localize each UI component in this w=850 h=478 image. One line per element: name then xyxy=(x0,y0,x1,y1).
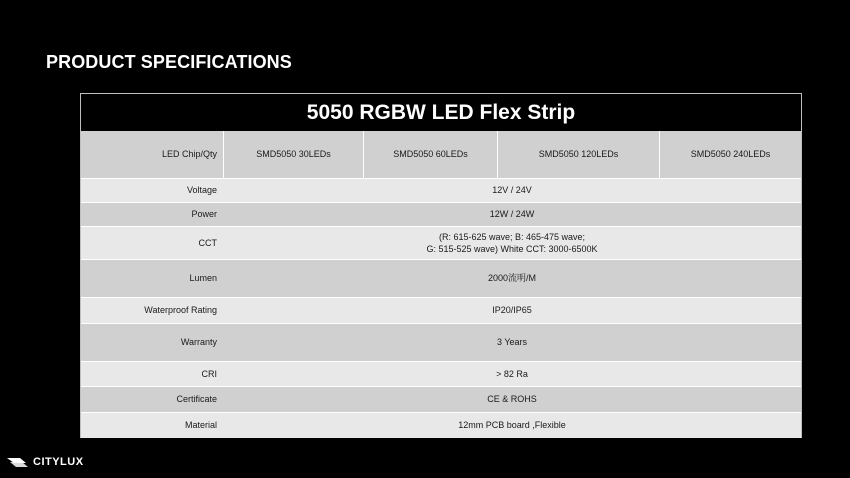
cct-line-1: (R: 615-625 wave; B: 465-475 wave; xyxy=(438,231,586,242)
row-value: > 82 Ra xyxy=(223,362,801,387)
page-title: PRODUCT SPECIFICATIONS xyxy=(46,52,292,72)
row-value: 12mm PCB board ,Flexible xyxy=(223,413,801,438)
row-label: Certificate xyxy=(81,387,223,413)
table-row-voltage xyxy=(81,178,801,203)
table-row-cct xyxy=(81,226,801,260)
row-value: 12V / 24V xyxy=(223,179,801,203)
chip-cell: SMD5050 240LEDs xyxy=(659,131,801,178)
table-row-material xyxy=(81,412,801,438)
table-row-waterproof xyxy=(81,297,801,324)
row-label: Power xyxy=(81,203,223,227)
table-row-certificate xyxy=(81,386,801,413)
logo-wing-icon xyxy=(6,455,32,469)
row-value: 3 Years xyxy=(223,324,801,362)
logo-text: CITYLUX xyxy=(33,456,84,468)
row-value: IP20/IP65 xyxy=(223,298,801,324)
row-label: Warranty xyxy=(81,324,223,362)
chip-cell: SMD5050 120LEDs xyxy=(497,131,659,178)
cct-line-2: G: 515-525 wave) White CCT: 3000-6500K xyxy=(426,243,598,254)
row-label: Waterproof Rating xyxy=(81,298,223,324)
table-row-power xyxy=(81,202,801,227)
row-label: CCT xyxy=(81,227,223,260)
citylux-logo xyxy=(6,455,84,469)
row-label: Voltage xyxy=(81,179,223,203)
chip-cell: SMD5050 60LEDs xyxy=(363,131,497,178)
row-value: 2000流明/M xyxy=(223,260,801,298)
row-label: CRI xyxy=(81,362,223,387)
table-row-cri xyxy=(81,361,801,387)
row-value xyxy=(223,227,801,260)
table-row-warranty xyxy=(81,323,801,362)
table-row-chip-qty xyxy=(81,131,801,178)
row-label: LED Chip/Qty xyxy=(81,131,223,178)
row-value: CE & ROHS xyxy=(223,387,801,413)
table-row-lumen xyxy=(81,259,801,298)
row-label: Lumen xyxy=(81,260,223,298)
table-title: 5050 RGBW LED Flex Strip xyxy=(81,94,801,131)
spec-table xyxy=(80,93,802,438)
row-label: Material xyxy=(81,413,223,438)
chip-cell: SMD5050 30LEDs xyxy=(223,131,363,178)
row-value: 12W / 24W xyxy=(223,203,801,227)
